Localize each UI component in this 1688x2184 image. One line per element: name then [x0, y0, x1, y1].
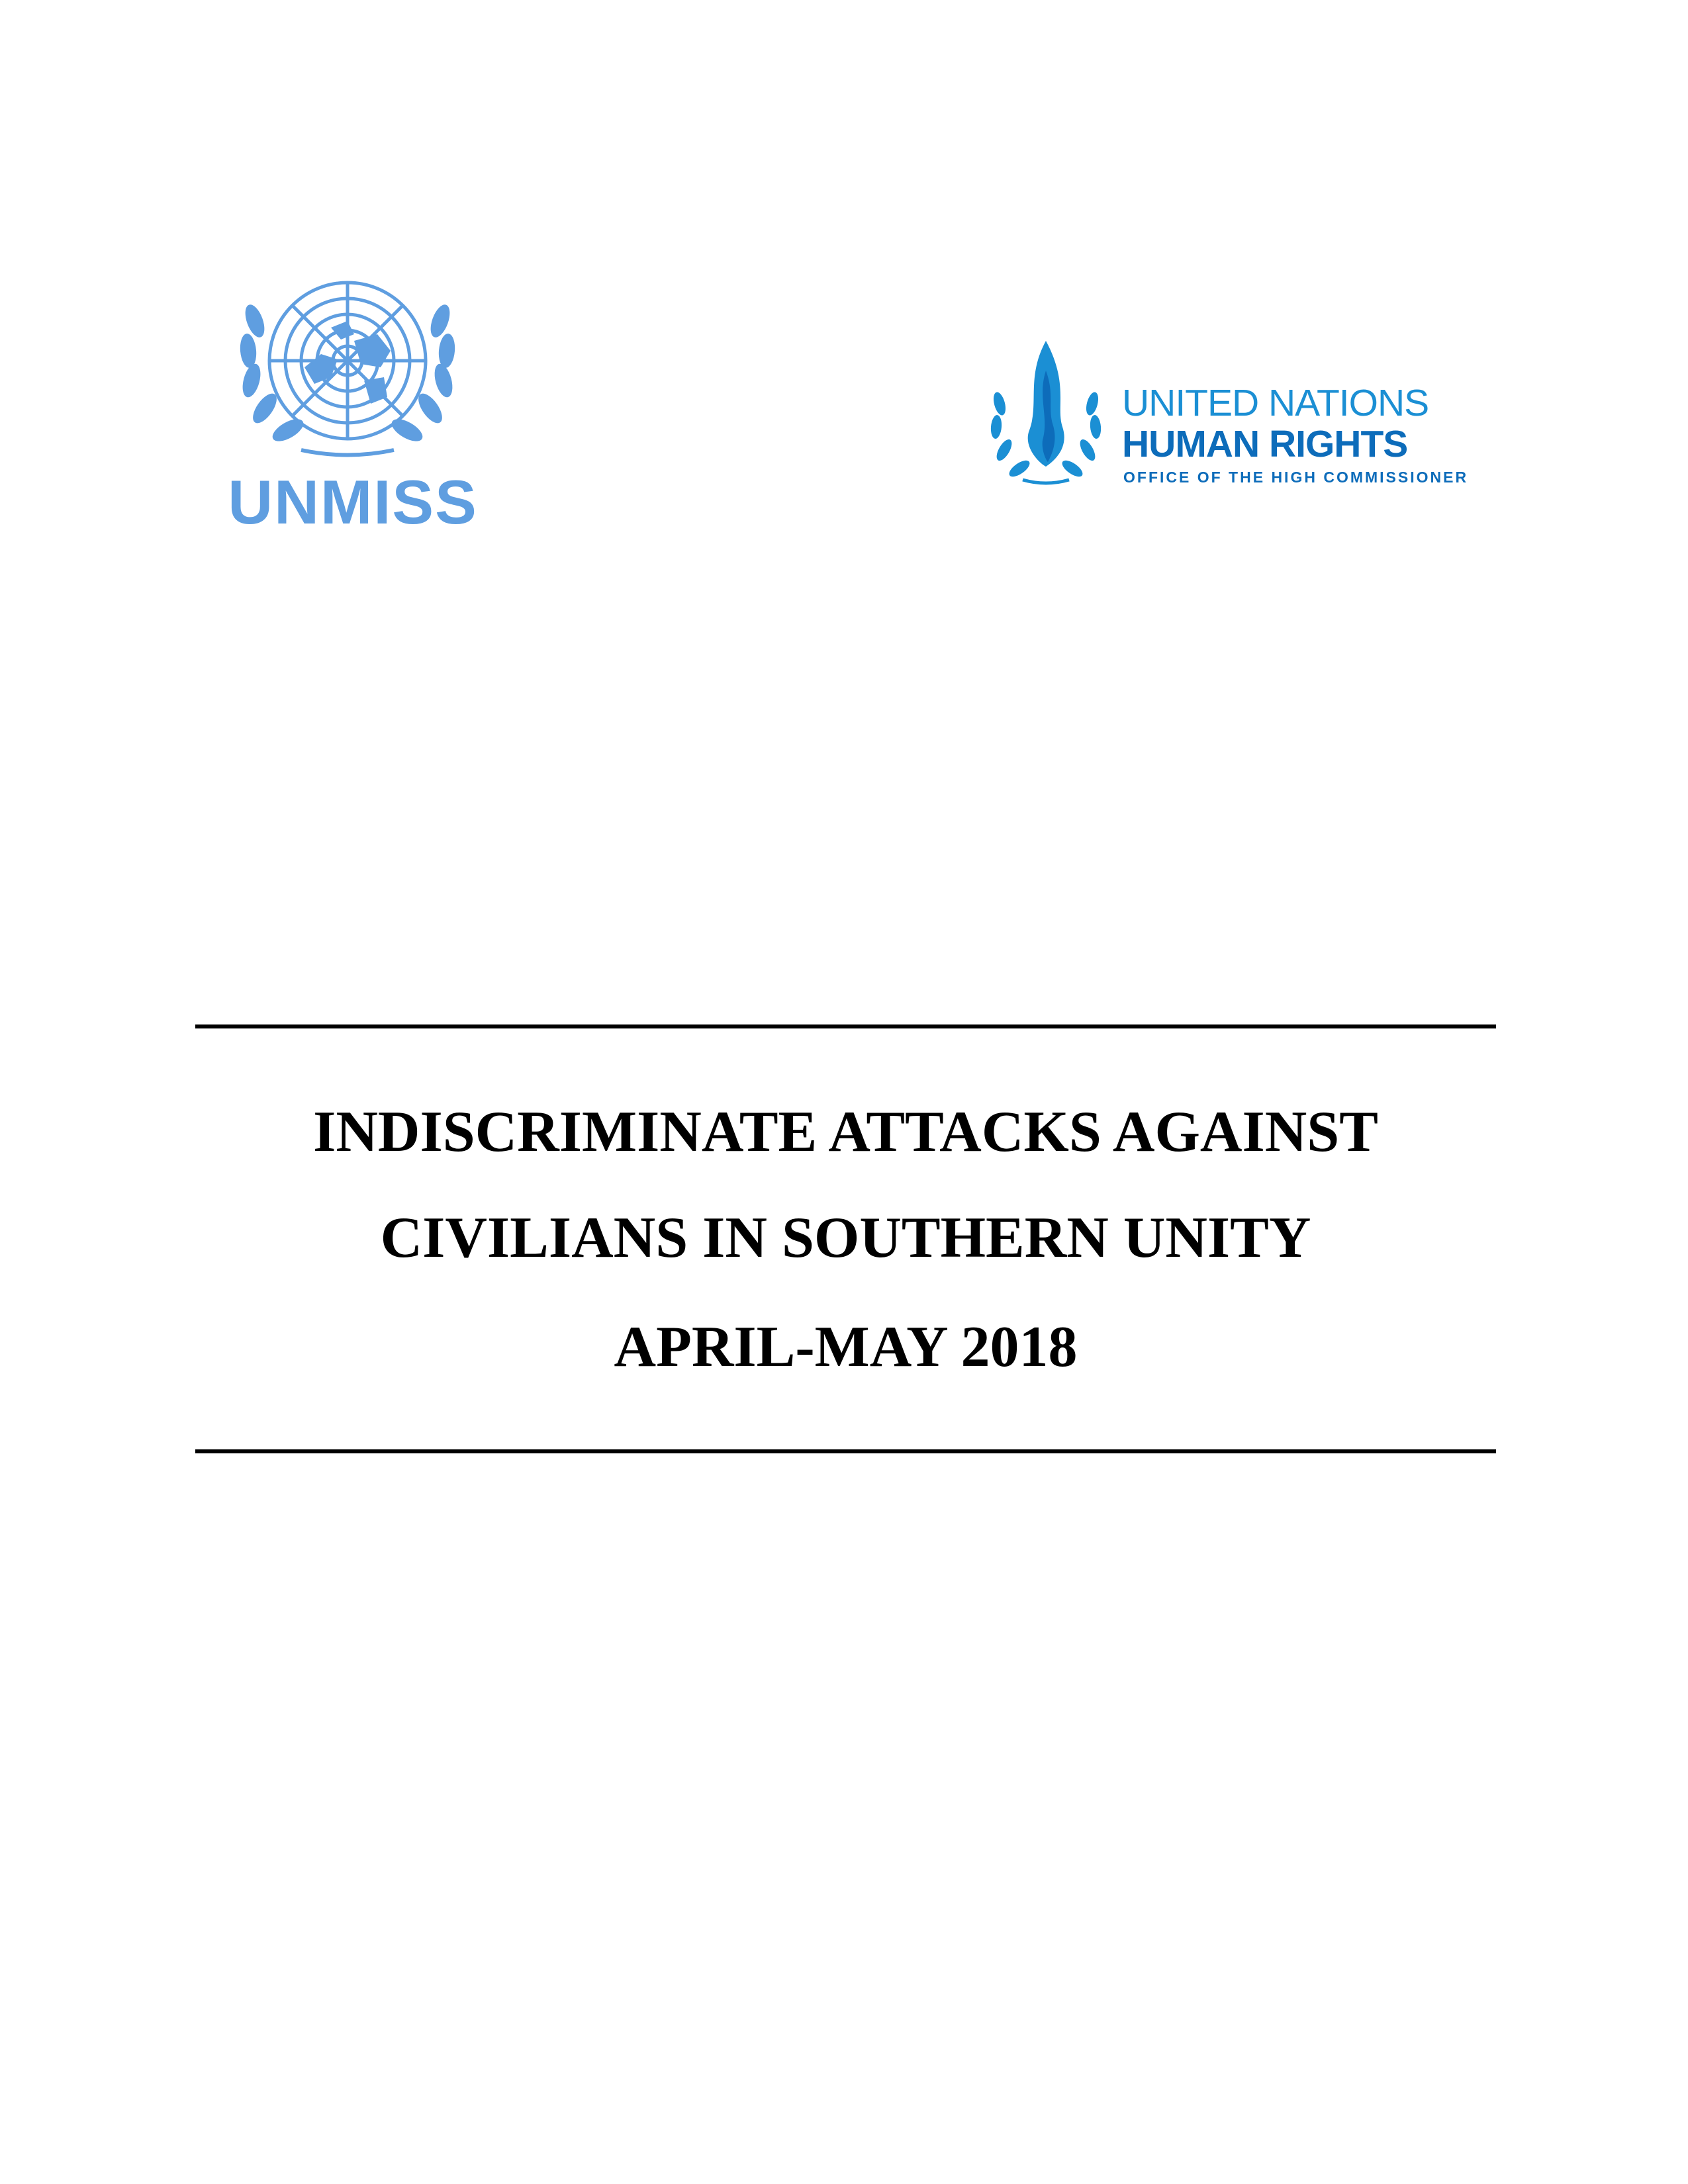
- ohchr-logo-line3: OFFICE OF THE HIGH COMMISSIONER: [1123, 469, 1469, 486]
- report-title-line3: APRIL-MAY 2018: [614, 1315, 1078, 1379]
- unmiss-logo: [222, 268, 478, 553]
- report-title-line2: CIVILIANS IN SOUTHERN UNITY: [380, 1206, 1311, 1270]
- ohchr-logo-line1: UNITED NATIONS: [1122, 382, 1429, 424]
- unmiss-logo-text: UNMISS: [228, 467, 478, 537]
- un-human-rights-emblem-icon: [976, 331, 1115, 490]
- ohchr-logo: [976, 331, 1469, 496]
- un-emblem-icon: [222, 268, 473, 467]
- title-bottom-rule: [195, 1449, 1496, 1453]
- title-top-rule: [195, 1024, 1496, 1028]
- ohchr-logo-line2: HUMAN RIGHTS: [1122, 423, 1408, 465]
- report-title-line1: INDISCRIMINATE ATTACKS AGAINST: [313, 1100, 1378, 1164]
